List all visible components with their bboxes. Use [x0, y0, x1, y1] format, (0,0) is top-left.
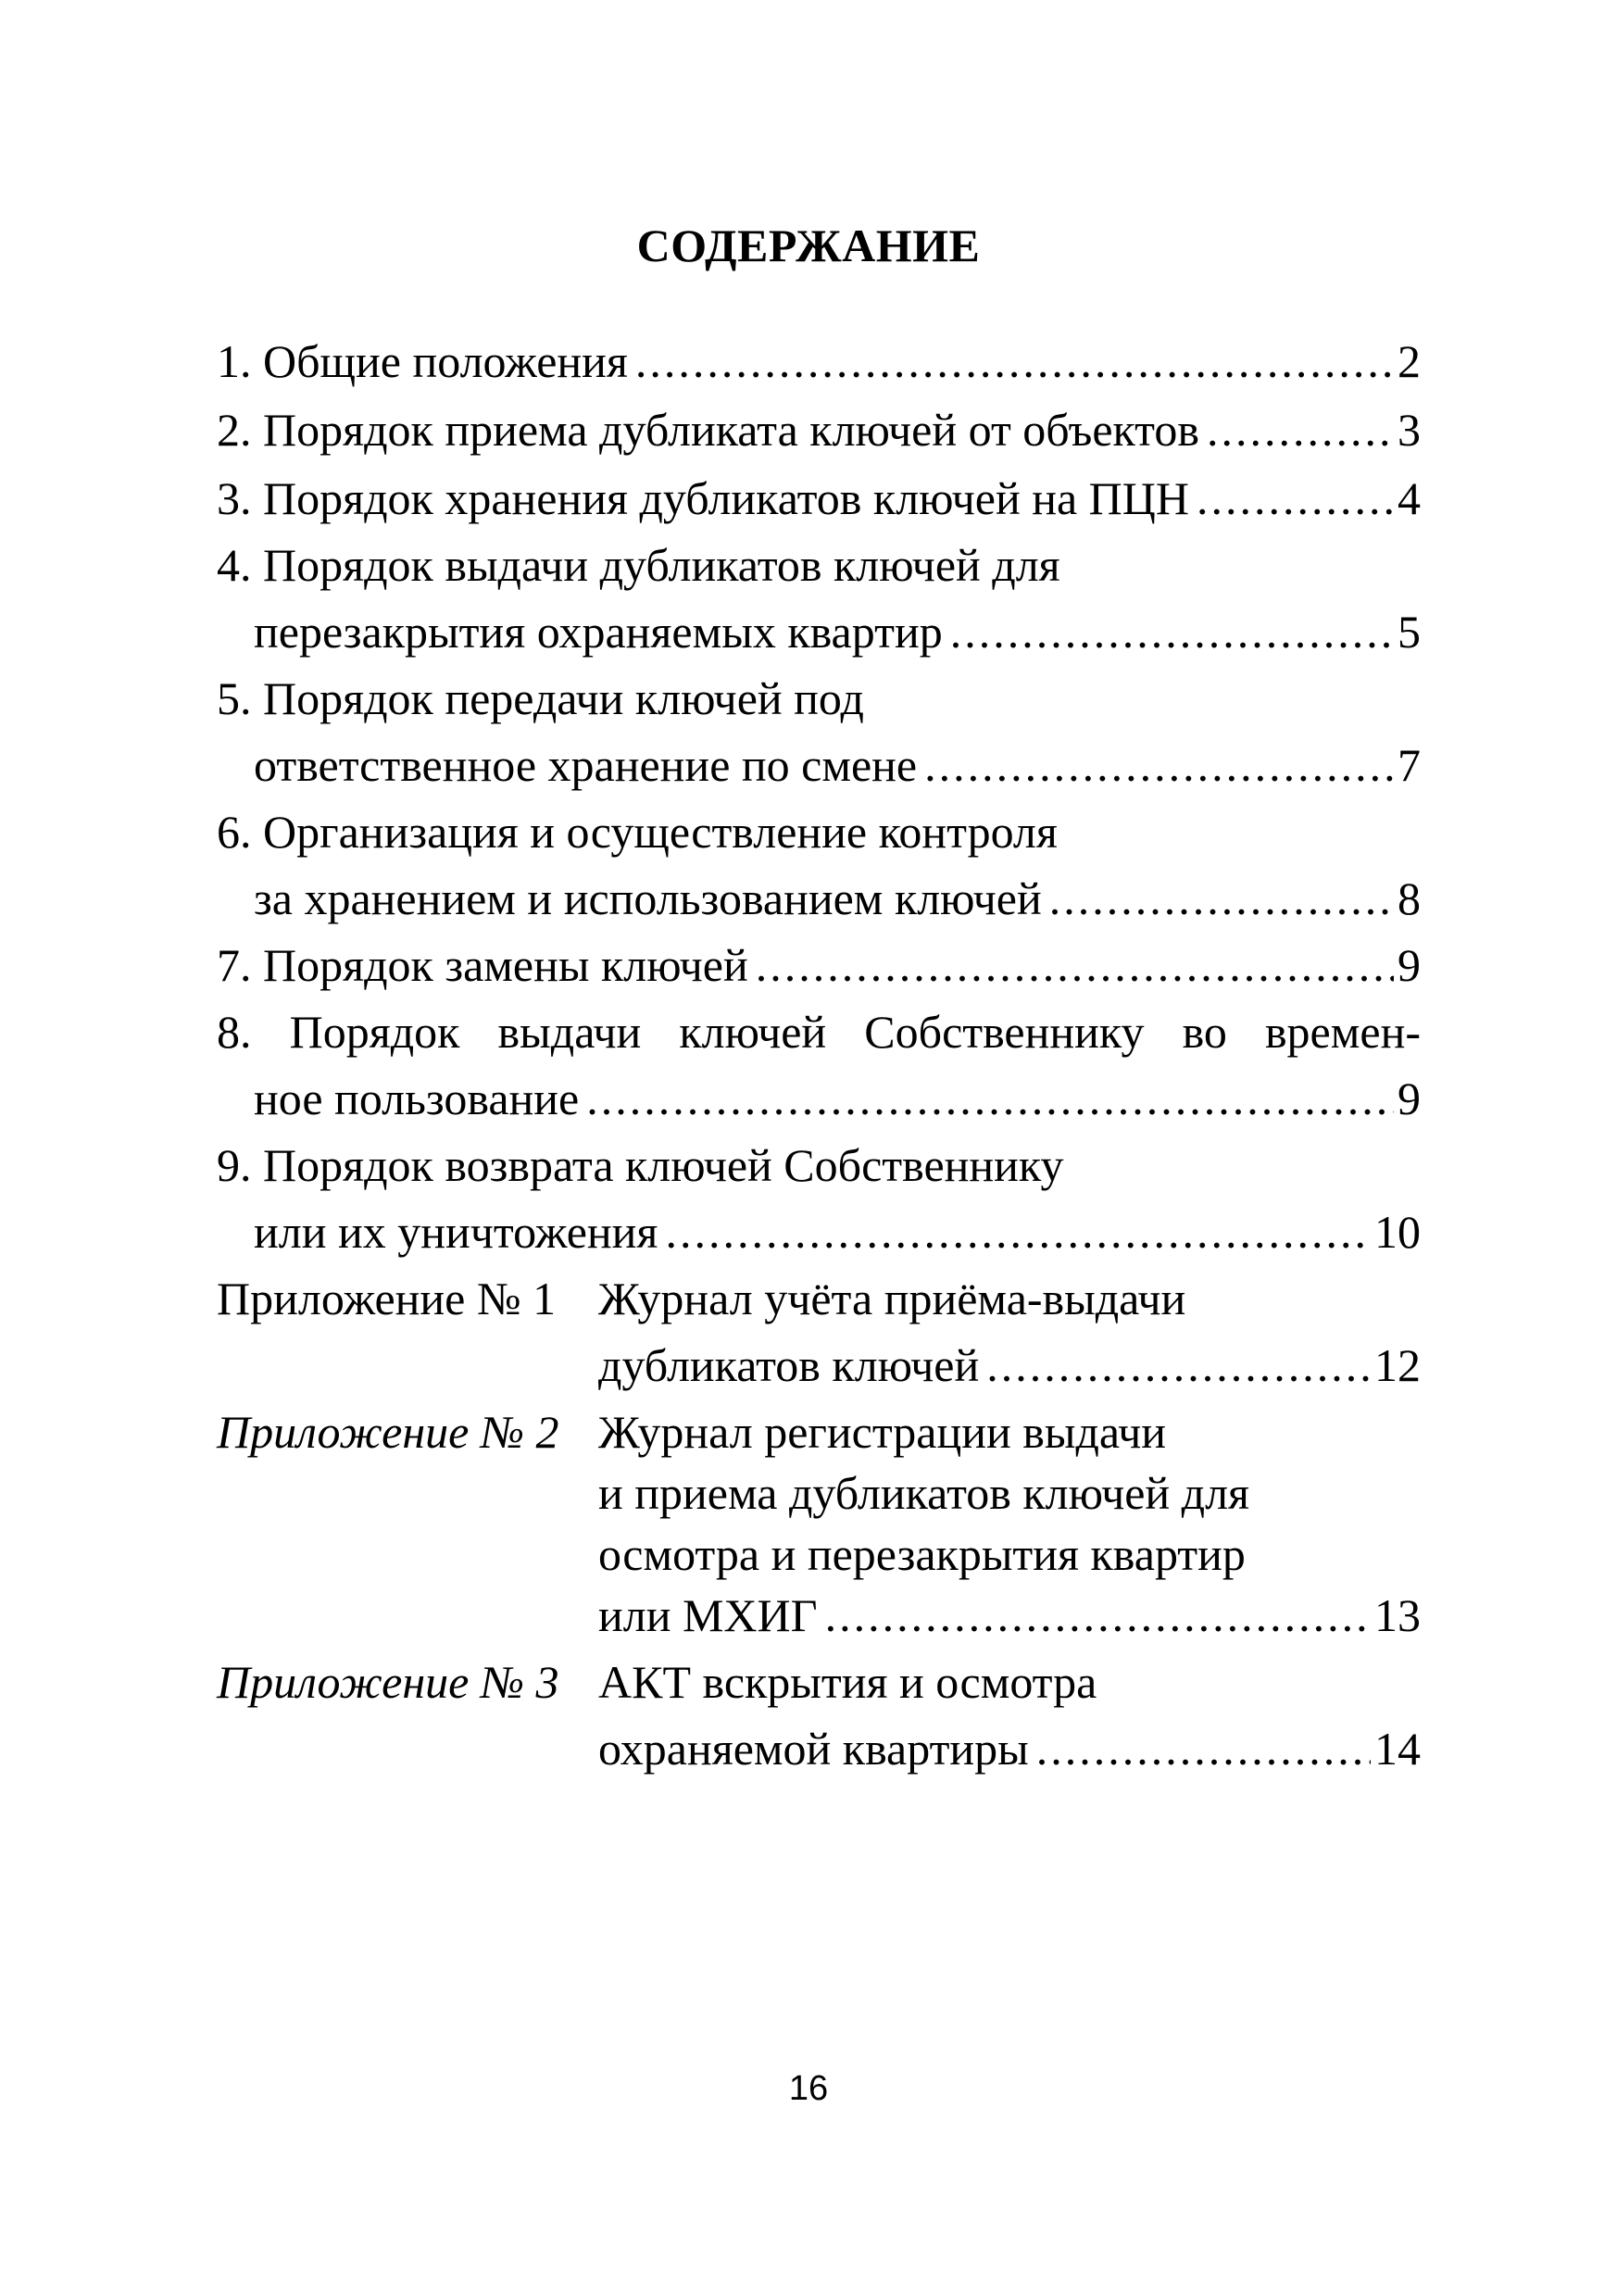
toc-leader-dots	[756, 935, 1394, 995]
toc-leader-dots	[950, 602, 1394, 661]
toc-entry-page: 4	[1398, 472, 1421, 524]
appendix-2-label: Приложение № 2	[217, 1406, 559, 1458]
toc-entry-page: 13	[1374, 1589, 1421, 1641]
toc-entry-1[interactable]	[217, 332, 1421, 391]
toc-entry-title: охраняемой квартиры	[598, 1723, 1029, 1775]
appendix-2-line1[interactable]: Журнал регистрации выдачи	[598, 1406, 1167, 1458]
toc-entry-page: 8	[1398, 872, 1421, 924]
appendix-3-line1[interactable]: АКТ вскрытия и осмотра	[598, 1656, 1097, 1708]
toc-entry-page: 10	[1374, 1206, 1421, 1258]
toc-entry-2[interactable]	[217, 400, 1421, 459]
toc-entry-5[interactable]	[254, 735, 1421, 795]
toc-entry-8-line1[interactable]: 8. Порядок выдачи ключей Собственнику во времен-	[217, 1006, 1421, 1058]
toc-entry-page: 9	[1398, 1073, 1421, 1124]
toc-entry-7[interactable]	[217, 935, 1421, 995]
appendix-2-line2[interactable]: и приема дубликатов ключей для	[598, 1467, 1250, 1519]
toc-leader-dots	[924, 735, 1394, 795]
toc-entry-6[interactable]	[254, 869, 1421, 928]
toc-entry-page: 14	[1374, 1723, 1421, 1775]
toc-entry-4[interactable]	[254, 602, 1421, 661]
toc-entry-title: 2. Порядок приема дубликата ключей от объектов	[217, 404, 1199, 456]
toc-entry-title: или МХИГ	[598, 1589, 818, 1641]
toc-entry-title: 3. Порядок хранения дубликатов ключей на ПЦН	[217, 472, 1189, 524]
appendix-2-entry[interactable]	[598, 1586, 1421, 1645]
toc-entry-8[interactable]	[254, 1069, 1421, 1128]
appendix-1-line1[interactable]: Журнал учёта приёма-выдачи	[598, 1273, 1186, 1324]
toc-entry-4-line1[interactable]: 4. Порядок выдачи дубликатов ключей для	[217, 539, 1060, 591]
toc-entry-page: 12	[1374, 1339, 1421, 1391]
toc-leader-dots	[665, 1202, 1371, 1261]
toc-leader-dots	[635, 332, 1394, 391]
toc-entry-page: 3	[1398, 404, 1421, 456]
toc-leader-dots	[825, 1586, 1371, 1645]
toc-entry-9[interactable]	[254, 1202, 1421, 1261]
toc-entry-page: 7	[1398, 739, 1421, 791]
toc-entry-3[interactable]	[217, 469, 1421, 528]
toc-entry-5-line1[interactable]: 5. Порядок передачи ключей под	[217, 672, 864, 724]
toc-entry-title: за хранением и использованием ключей	[254, 872, 1042, 924]
toc-leader-dots	[986, 1336, 1371, 1395]
toc-leader-dots	[1197, 469, 1394, 528]
toc-entry-title: ответственное хранение по смене	[254, 739, 918, 791]
appendix-1-label: Приложение № 1	[217, 1273, 557, 1324]
toc-entry-6-line1[interactable]: 6. Организация и осуществление контроля	[217, 806, 1058, 858]
toc-entry-title: ное пользование	[254, 1073, 580, 1124]
toc-entry-title: 1. Общие положения	[217, 335, 628, 387]
appendix-3-entry[interactable]	[598, 1719, 1421, 1778]
appendix-2-line3[interactable]: осмотра и перезакрытия квартир	[598, 1528, 1246, 1580]
appendix-1-entry[interactable]	[598, 1336, 1421, 1395]
toc-entry-page: 5	[1398, 606, 1421, 658]
toc-entry-title: дубликатов ключей	[598, 1339, 980, 1391]
toc-entry-title: перезакрытия охраняемых квартир	[254, 606, 943, 658]
toc-leader-dots	[586, 1069, 1394, 1128]
toc-leader-dots	[1049, 869, 1394, 928]
toc-leader-dots	[1036, 1719, 1371, 1778]
toc-entry-title: 7. Порядок замены ключей	[217, 939, 748, 991]
toc-entry-page: 2	[1398, 335, 1421, 387]
page-title: СОДЕРЖАНИЕ	[636, 220, 981, 271]
page-number: 16	[788, 2069, 829, 2108]
toc-entry-title: или их уничтожения	[254, 1206, 658, 1258]
toc-leader-dots	[1207, 400, 1394, 459]
toc-entry-9-line1[interactable]: 9. Порядок возврата ключей Собственнику	[217, 1139, 1064, 1191]
toc-entry-page: 9	[1398, 939, 1421, 991]
appendix-3-label: Приложение № 3	[217, 1656, 559, 1708]
